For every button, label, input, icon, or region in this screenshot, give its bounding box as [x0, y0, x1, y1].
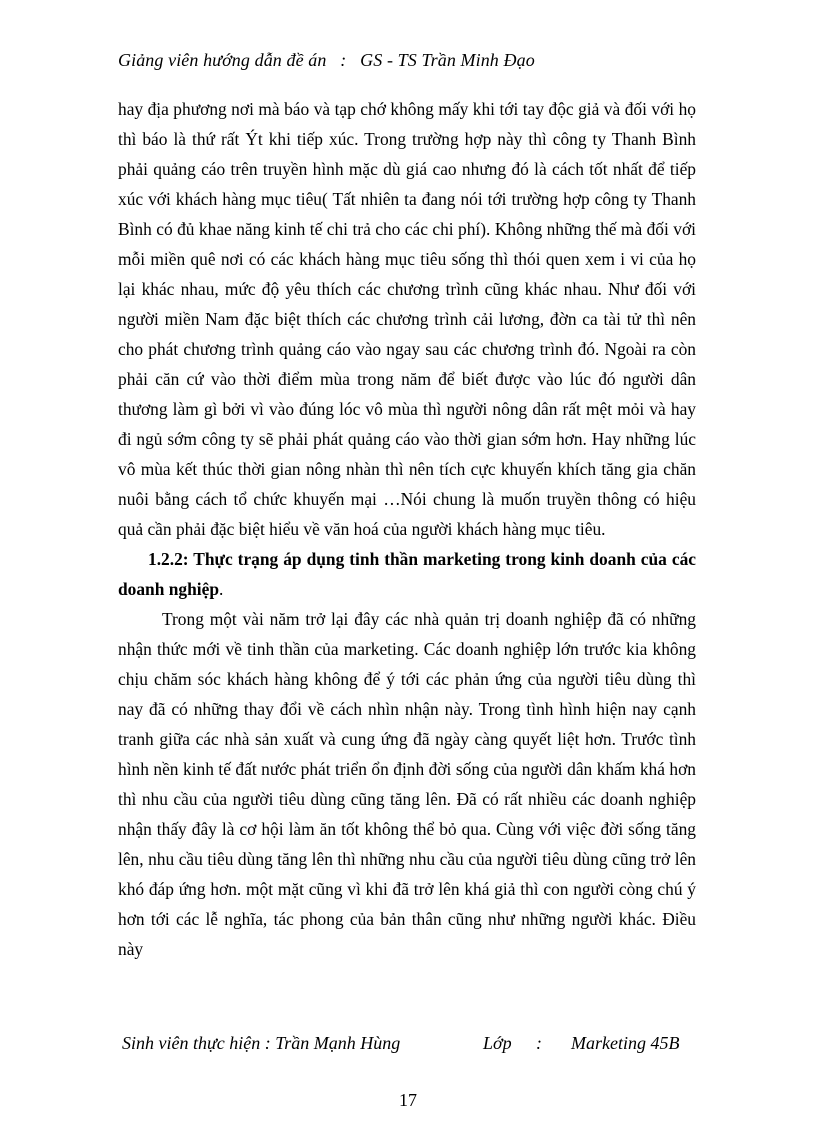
page-header: Giảng viên hướng dẫn đề án : GS - TS Trần Minh Đạo	[118, 50, 535, 70]
section-heading	[118, 544, 696, 604]
footer-class-label: Lớp	[483, 1033, 512, 1053]
section-heading-text: 1.2.2: Thực trạng áp dụng tinh thần marketing trong kinh doanh của các doanh nghiệp	[118, 549, 696, 599]
footer-class-value: Marketing 45B	[571, 1033, 680, 1053]
footer-colon: :	[536, 1033, 542, 1053]
body-paragraph: hay địa phương nơi mà báo và tạp chớ không mấy khi tới tay độc giả và đối với họ thì báo là thứ rất Ýt khi tiếp xúc. Trong trường hợp này thì công ty Thanh Bình phải quảng cáo trên truyền hình mặc dù giá cao nhưng đó là cách tốt nhất để tiếp xúc với khách hàng mục tiêu( Tất nhiên ta đang nói tới trường hợp công ty Thanh Bình có đủ khae năng kinh tế chi trả cho các chi phí). Không những thế mà đối với mỗi miền quê nơi có các khách hàng mục tiêu sống thì thói quen xem i vi của họ lại khác nhau, mức độ yêu thích các chương trình cũng khác nhau. Như đối với người miền Nam đặc biệt thích các chương trình cải lương, đờn ca tài tử thì nên cho phát chương trình quảng cáo vào ngay sau các chương trình đó. Ngoài ra còn phải căn cứ vào thời điểm mùa trong năm để biết được vào lúc đó người dân thương làm gì bởi vì vào đúng lóc vô mùa thì người nông dân rất mệt mỏi và hay đi ngủ sớm công ty sẽ phải phát quảng cáo vào thời gian sớm hơn. Hay những lúc vô mùa kết thúc thời gian nông nhàn thì nên tích cực khuyến khích tăng gia chăn nuôi bằng cách tổ chức khuyến mại …Nói chung là muốn truyền thông có hiệu quả cần phải đặc biệt hiểu về văn hoá của người khách hàng mục tiêu.	[118, 99, 696, 539]
page-footer	[122, 1033, 702, 1057]
section-heading-tail: .	[219, 579, 224, 599]
body-paragraph-2: Trong một vài năm trở lại đây các nhà quản trị doanh nghiệp đã có những nhận thức mới về tinh thần của marketing. Các doanh nghiệp lớn trước kia không chịu chăm sóc khách hàng không để ý tới các phản ứng của người tiêu dùng thì nay đã có những thay đổi về cách nhìn nhận này. Trong tình hình hiện nay cạnh tranh giữa các nhà sản xuất và cung ứng đã ngày càng quyết liệt hơn. Trước tình hình nền kinh tế đất nước phát triển ổn định đời sống của người dân khấm khá hơn thì nhu cầu của người tiêu dùng cũng tăng lên. Đã có rất nhiều các doanh nghiệp nhận thấy đây là cơ hội làm ăn tốt không thể bỏ qua. Cùng với việc đời sống tăng lên, nhu cầu tiêu dùng tăng lên thì những nhu cầu của người tiêu dùng cũng trở lên khó đáp ứng hơn. một mặt cũng vì khi đã trở lên khá giả thì con người còng chú ý hơn tới các lễ nghĩa, tác phong của bản thân cũng như những người khác. Điều này	[118, 609, 696, 959]
page-number: 17	[399, 1090, 417, 1110]
footer-student: Sinh viên thực hiện : Trần Mạnh Hùng	[122, 1033, 401, 1053]
document-body	[118, 94, 696, 964]
